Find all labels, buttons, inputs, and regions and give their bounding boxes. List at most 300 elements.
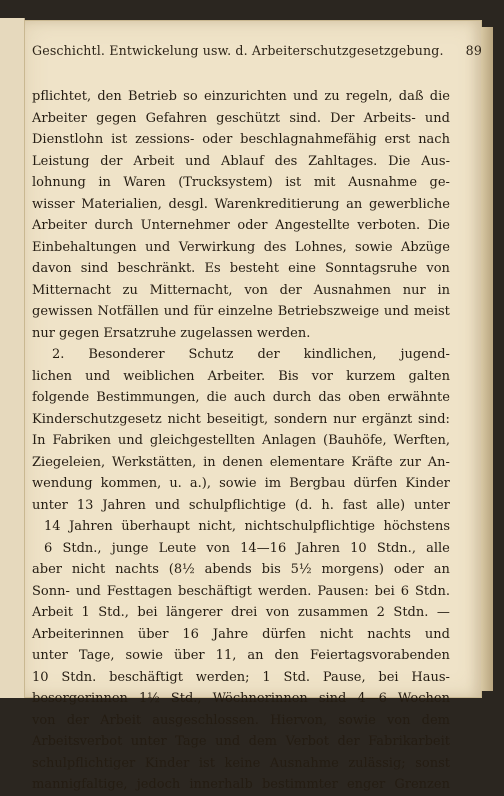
word: Sonn-: [32, 583, 70, 599]
word: bestimmter: [261, 777, 338, 792]
word: Arbeitsverbot: [32, 734, 123, 749]
word: 1: [262, 669, 271, 685]
word: dem: [421, 712, 450, 728]
word: bei: [137, 605, 158, 620]
word: Mitternacht: [32, 282, 111, 298]
word: an: [247, 648, 264, 663]
word: galten: [408, 368, 450, 384]
word: und: [215, 734, 241, 749]
word: Werften,: [393, 433, 450, 448]
word: des: [263, 239, 287, 255]
text-line: [32, 409, 450, 431]
word: gleichgestellten: [149, 433, 256, 448]
word: Ausnahmen: [313, 282, 391, 298]
word: 5½: [290, 562, 312, 577]
word: Anlagen: [262, 433, 317, 448]
running-title: Geschichtl. Entwickelung usw. d. Arbeiterschutzgesetzgebung.: [32, 43, 444, 58]
word: zulässig;: [348, 755, 406, 771]
word: in: [203, 454, 216, 470]
text-line: [32, 387, 450, 409]
word: 14: [44, 519, 61, 534]
word: morgens): [321, 562, 384, 577]
word: werden.: [257, 583, 312, 599]
word: nicht,: [198, 519, 236, 534]
word: unter: [32, 648, 68, 663]
word: An-: [427, 454, 450, 470]
word: von: [426, 261, 450, 276]
word: Abzüge: [401, 239, 450, 255]
word: lohnung: [32, 175, 86, 190]
word: Jahren: [69, 519, 113, 534]
word: ist: [198, 755, 215, 771]
text-line: [32, 516, 450, 538]
word: elementare: [269, 454, 345, 470]
word: längerer: [166, 605, 223, 620]
word: sowie: [125, 648, 163, 663]
word: Besonderer: [88, 347, 165, 362]
word: Zahltages.: [308, 153, 378, 169]
text-line: [32, 581, 450, 603]
text-line: [32, 624, 450, 646]
word: zusammen: [297, 605, 369, 620]
word: Leistung: [32, 153, 90, 169]
text-line: [32, 710, 450, 732]
word: und: [185, 153, 211, 169]
word: Grenzen: [394, 777, 450, 792]
word: das: [318, 390, 342, 405]
word: Pause,: [322, 669, 366, 685]
word: 11,: [215, 648, 237, 663]
word: über: [137, 626, 169, 642]
word: die: [429, 89, 450, 104]
word: schulpflichtige: [188, 497, 286, 513]
text-line: [32, 86, 450, 108]
word: den: [97, 89, 122, 104]
word: Der: [330, 110, 355, 126]
word: verboten.: [357, 218, 421, 233]
word: regeln,: [345, 89, 393, 104]
word: 2: [376, 605, 385, 620]
word: bei: [374, 583, 395, 599]
word: Ausnahme: [269, 755, 339, 771]
word: von: [265, 605, 290, 620]
text-line: [32, 215, 450, 237]
word: nach: [418, 132, 450, 147]
word: Std.,: [98, 605, 129, 620]
word: durch: [94, 218, 134, 233]
word: Verbot: [285, 734, 329, 749]
word: Dienstlohn: [32, 132, 104, 147]
word: aber: [32, 562, 62, 577]
word: nicht: [167, 411, 201, 427]
word: Haus-: [411, 669, 450, 685]
word: Bis: [278, 368, 299, 384]
word: 10: [350, 540, 367, 556]
word: von: [206, 540, 230, 556]
word: (Trucksystem): [178, 175, 273, 190]
word: zugelassen: [180, 325, 253, 341]
word: Stdn.: [393, 605, 429, 620]
word: alle: [426, 540, 450, 556]
word: Schutz: [188, 347, 234, 362]
text-line: [32, 151, 450, 173]
text-line: [32, 301, 450, 323]
word: kurzem: [346, 368, 396, 384]
word: ausgeschlossen.: [152, 712, 259, 728]
word: sind.: [289, 110, 321, 126]
text-line: [32, 667, 450, 689]
text-line: [32, 258, 450, 280]
word: Hiervon,: [270, 712, 328, 728]
text-line: [32, 452, 450, 474]
word: Mitternacht,: [149, 282, 233, 298]
word: (d.: [294, 497, 313, 513]
page-edge-shadow: [481, 27, 493, 691]
word: Es: [204, 261, 221, 276]
text-line: [32, 430, 450, 452]
word: Ablauf: [221, 153, 264, 169]
word: Leute: [158, 540, 197, 556]
word: Arbeits-: [363, 110, 416, 126]
text-line: [32, 172, 450, 194]
word: Arbeiter.: [207, 368, 266, 384]
word: oder: [393, 562, 424, 577]
word: Unternehmer: [140, 218, 230, 233]
word: nichtschulpflichtige: [244, 519, 375, 534]
word: von: [386, 712, 411, 728]
word: der: [100, 153, 123, 169]
word: mit: [313, 175, 336, 190]
word: Ausnahme: [348, 175, 418, 190]
word: Sonntagsruhe: [325, 261, 418, 276]
word: ist: [111, 132, 128, 147]
word: Werkstätten,: [111, 454, 197, 470]
word: bis: [261, 562, 281, 577]
word: Betriebszweige: [277, 304, 380, 319]
word: im: [264, 476, 282, 491]
word: lichen: [32, 368, 73, 384]
text-line: [32, 645, 450, 667]
word: 4—6: [357, 691, 387, 706]
word: an: [433, 562, 450, 577]
word: und: [163, 304, 189, 319]
word: werden;: [195, 669, 250, 685]
text-line: [32, 237, 450, 259]
word: höchstens: [383, 519, 450, 534]
word: Ziegeleien,: [32, 454, 106, 470]
word: und: [383, 304, 409, 319]
word: (Bauhöfe,: [323, 433, 387, 448]
body-text: [32, 86, 450, 796]
word: 6: [400, 583, 410, 599]
word: nur: [402, 282, 426, 298]
word: Stdn.,: [376, 540, 416, 556]
word: innerhalb: [189, 777, 253, 792]
word: alle): [376, 497, 406, 513]
word: dem: [248, 734, 277, 749]
word: beschränkt.: [117, 261, 196, 276]
word: der: [337, 734, 360, 749]
word: über: [174, 648, 205, 663]
word: Arbeit: [100, 712, 142, 728]
word: Warenkreditierung: [214, 196, 340, 212]
word: 2.: [52, 347, 65, 362]
word: gewissen: [32, 304, 93, 319]
word: meist: [413, 304, 450, 319]
word: zu: [324, 89, 340, 104]
word: der: [257, 347, 280, 362]
facing-page-edge: [0, 18, 25, 698]
word: unter: [32, 497, 68, 513]
text-line: [32, 280, 450, 302]
word: und: [145, 239, 171, 255]
word: ergänzt: [361, 411, 413, 427]
word: an: [346, 196, 363, 212]
word: die: [206, 390, 227, 405]
word: beschlagnahmefähig: [240, 132, 377, 147]
word: sondern: [273, 411, 328, 427]
word: erwähnte: [387, 390, 450, 405]
word: Feiertagsvorabenden: [309, 648, 450, 663]
word: Gefahren: [145, 110, 207, 126]
word: —: [436, 605, 450, 620]
word: 1½: [138, 691, 160, 706]
word: der: [66, 712, 89, 728]
word: sowie: [219, 476, 257, 491]
word: Stdn.: [415, 583, 450, 599]
word: Angestellte: [275, 218, 350, 233]
word: fast: [342, 497, 368, 513]
word: jedoch: [136, 777, 181, 792]
word: wisser: [32, 196, 75, 212]
text-line: [32, 559, 450, 581]
word: unter: [130, 734, 167, 749]
word: wendung: [32, 476, 93, 491]
word: (8½: [168, 562, 195, 577]
word: oder: [237, 218, 268, 233]
word: und: [85, 368, 111, 384]
text-line: [32, 602, 450, 624]
text-line: [32, 108, 450, 130]
word: dürfen: [353, 476, 398, 491]
word: Aus-: [421, 153, 450, 169]
word: Stdn.,: [62, 540, 102, 556]
word: 6: [44, 540, 53, 556]
word: desgl.: [168, 196, 208, 212]
word: sowie: [355, 239, 393, 255]
word: kindlichen,: [303, 347, 377, 362]
word: Tage: [175, 734, 207, 749]
running-header: [32, 43, 482, 58]
word: nur: [32, 325, 55, 341]
word: 16: [182, 626, 199, 642]
word: Wöchnerinnen: [212, 691, 308, 706]
word: Jahren: [102, 497, 146, 513]
text-line: [32, 688, 450, 710]
word: 14—16: [240, 540, 287, 556]
text-line: [32, 323, 450, 345]
word: beschäftigt: [178, 583, 252, 599]
word: oben: [348, 390, 381, 405]
word: von: [244, 282, 268, 298]
word: abends: [204, 562, 252, 577]
word: beschäftigt: [109, 669, 183, 685]
word: schulpflichtiger: [32, 755, 136, 771]
word: kommen,: [100, 476, 162, 491]
text-line: [32, 366, 450, 388]
word: zessions-: [135, 132, 195, 147]
word: Kinderschutzgesetz: [32, 411, 162, 427]
word: Waren: [123, 175, 166, 190]
word: Arbeiter: [32, 110, 87, 126]
word: Festtagen: [106, 583, 173, 599]
word: nicht: [319, 626, 354, 642]
word: keine: [224, 755, 261, 771]
word: sind: [80, 261, 109, 276]
word: u.: [169, 476, 182, 491]
word: und: [117, 433, 143, 448]
word: so: [183, 89, 198, 104]
word: nur: [333, 411, 357, 427]
word: Lohnes,: [294, 239, 347, 255]
word: nachts: [115, 562, 159, 577]
word: einzurichten: [203, 89, 287, 104]
word: Ersatzruhe: [103, 325, 177, 341]
word: und: [424, 110, 450, 126]
word: Die: [388, 153, 411, 169]
word: drei: [230, 605, 258, 620]
word: Materialien,: [81, 196, 162, 212]
word: Notfällen: [97, 304, 159, 319]
word: beseitigt,: [206, 411, 269, 427]
word: besteht: [229, 261, 279, 276]
word: überhaupt: [121, 519, 190, 534]
word: Die: [427, 218, 450, 233]
word: Verwirkung: [178, 239, 256, 255]
word: werden.: [256, 325, 311, 341]
word: Fabrikarbeit: [368, 734, 450, 749]
word: gegen: [96, 110, 137, 126]
word: dürfen: [262, 626, 306, 642]
text-line: [32, 129, 450, 151]
text-line: [32, 774, 450, 796]
text-line: [32, 731, 450, 753]
word: In: [32, 433, 46, 448]
word: und: [424, 626, 450, 642]
word: gewerbliche: [368, 196, 450, 212]
word: von: [32, 712, 56, 728]
word: Kinder: [144, 755, 190, 771]
word: sowie: [338, 712, 376, 728]
word: den: [274, 648, 299, 663]
word: Kräfte: [351, 454, 393, 470]
word: oder: [202, 132, 233, 147]
word: und: [154, 497, 180, 513]
word: Stdn.: [61, 669, 97, 685]
word: Arbeiter: [32, 218, 87, 233]
word: nicht: [71, 562, 106, 577]
word: ge-: [429, 175, 450, 190]
text-line: [32, 753, 450, 775]
word: erst: [384, 132, 411, 147]
word: Fabriken: [52, 433, 111, 448]
word: nachts: [367, 626, 411, 642]
word: in: [98, 175, 111, 190]
word: Wochen: [397, 691, 450, 706]
page-number: 89: [465, 43, 482, 58]
word: für: [193, 304, 214, 319]
word: und: [293, 89, 319, 104]
word: sind: [318, 691, 347, 706]
word: geschützt: [216, 110, 281, 126]
word: der: [279, 282, 302, 298]
word: Pausen:: [317, 583, 369, 599]
word: a.),: [189, 476, 211, 491]
word: Arbeiterinnen: [32, 626, 124, 642]
word: eine: [288, 261, 316, 276]
text-line: [32, 344, 450, 366]
word: Jahren: [296, 540, 340, 556]
word: 1: [81, 605, 90, 620]
word: mannigfaltige,: [32, 777, 128, 792]
word: jugend-: [400, 347, 450, 362]
word: Betrieb: [128, 89, 177, 104]
word: weiblichen: [123, 368, 195, 384]
word: Jahre: [212, 626, 249, 642]
word: denen: [222, 454, 263, 470]
word: folgende: [32, 390, 90, 405]
word: des: [274, 153, 298, 169]
word: auch: [233, 390, 266, 405]
word: und: [75, 583, 101, 599]
word: Arbeit: [133, 153, 175, 169]
word: bei: [378, 669, 399, 685]
word: sonst: [415, 755, 450, 771]
word: zur: [399, 454, 421, 470]
word: 10: [32, 669, 49, 685]
text-line: [32, 538, 450, 560]
word: Std.,: [170, 691, 202, 706]
word: in: [437, 282, 450, 298]
word: pflichtet,: [32, 89, 92, 104]
word: Std.: [283, 669, 311, 685]
word: Arbeit: [32, 605, 73, 620]
word: Kinder: [405, 476, 450, 491]
word: daß: [398, 89, 424, 104]
word: Einbehaltungen: [32, 239, 137, 255]
word: Tage,: [78, 648, 115, 663]
word: einzelne: [217, 304, 273, 319]
word: Bergbau: [289, 476, 346, 491]
word: unter: [414, 497, 450, 513]
word: ist: [285, 175, 302, 190]
word: sind:: [418, 411, 450, 427]
word: davon: [32, 261, 72, 276]
word: Bestimmungen,: [96, 390, 200, 405]
word: h.: [321, 497, 334, 513]
word: junge: [111, 540, 149, 556]
word: zu: [122, 282, 138, 298]
word: besorgerinnen: [32, 691, 128, 706]
word: gegen: [58, 325, 100, 341]
text-line: [32, 473, 450, 495]
word: durch: [272, 390, 312, 405]
text-line: [32, 495, 450, 517]
word: vor: [311, 368, 334, 384]
word: 13: [76, 497, 94, 513]
word: enger: [346, 777, 386, 792]
text-line: [32, 194, 450, 216]
